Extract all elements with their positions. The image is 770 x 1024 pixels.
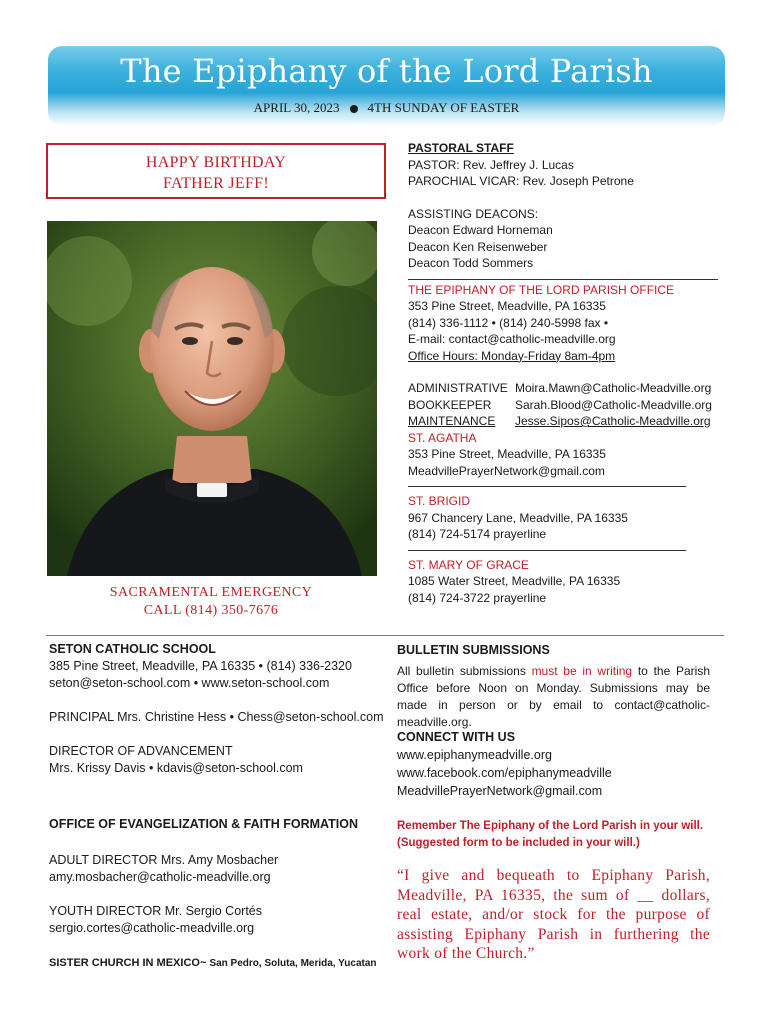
school-heading: SETON CATHOLIC SCHOOL <box>49 642 216 656</box>
header-banner <box>48 46 725 126</box>
bullet-dot-icon <box>350 105 358 113</box>
contact-email[interactable]: Sarah.Blood@Catholic-Meadville.org <box>515 397 712 412</box>
advancement-title: DIRECTOR OF ADVANCEMENT <box>49 744 233 758</box>
connect-link-website[interactable]: www.epiphanymeadville.org <box>397 748 552 762</box>
office-email[interactable]: E-mail: contact@catholic-meadville.org <box>408 332 616 346</box>
pastor-line: PASTOR: Rev. Jeffrey J. Lucas <box>408 157 574 172</box>
pastoral-staff-heading: PASTORAL STAFF <box>408 141 514 155</box>
sacramental-emergency <box>46 584 376 620</box>
church-name-st-agatha: ST. AGATHA <box>408 430 477 445</box>
staff-contacts-grid <box>408 380 718 430</box>
vicar-line: PAROCHIAL VICAR: Rev. Joseph Petrone <box>408 174 634 188</box>
will-line-1: Remember The Epiphany of the Lord Parish in your will. <box>397 820 704 832</box>
deacon-item: Deacon Edward Horneman <box>408 223 553 237</box>
church-name-st-mary: ST. MARY OF GRACE <box>408 557 529 572</box>
connect-section <box>397 728 710 800</box>
birthday-line-2: FATHER JEFF! <box>163 175 269 192</box>
school-web[interactable]: seton@seton-school.com • www.seton-school.com <box>49 676 330 690</box>
birthday-line-1: HAPPY BIRTHDAY <box>145 154 287 171</box>
parish-title: The Epiphany of the Lord Parish <box>120 52 653 90</box>
contact-email[interactable]: Jesse.Sipos@Catholic-Meadville.org <box>515 414 711 428</box>
school-section <box>49 641 384 777</box>
contact-role: ADMINISTRATIVE <box>408 381 508 395</box>
sacramental-phone[interactable]: CALL (814) 350-7676 <box>143 603 279 618</box>
will-section <box>397 818 710 852</box>
connect-heading: CONNECT WITH US <box>397 730 516 744</box>
evangelization-section <box>49 816 379 937</box>
bulletin-text <box>397 663 710 731</box>
sister-church-label: SISTER CHURCH IN MEXICO~ <box>49 957 210 969</box>
divider <box>408 479 686 487</box>
birthday-box <box>46 143 386 199</box>
school-principal: PRINCIPAL Mrs. Christine Hess • Chess@seton-school.com <box>49 710 384 724</box>
divider <box>408 272 718 280</box>
church-contact[interactable]: (814) 724-3722 prayerline <box>408 590 547 605</box>
church-address: 353 Pine Street, Meadville, PA 16335 <box>408 447 606 461</box>
sister-church-places: San Pedro, Soluta, Merida, Yucatan <box>209 958 377 969</box>
bulletin-section <box>397 642 710 731</box>
office-hours: Office Hours: Monday-Friday 8am-4pm <box>408 348 616 363</box>
evangelization-heading: OFFICE OF EVANGELIZATION & FAITH FORMATION <box>49 817 359 831</box>
date-line <box>48 100 725 116</box>
deacon-item: Deacon Todd Sommers <box>408 256 534 270</box>
church-name-st-brigid: ST. BRIGID <box>408 494 471 508</box>
contact-role: BOOKKEEPER <box>408 397 492 412</box>
will-line-2: (Suggested form to be included in your will.) <box>397 837 640 849</box>
adult-director-email[interactable]: amy.mosbacher@catholic-meadville.org <box>49 870 271 884</box>
parish-office-heading: THE EPIPHANY OF THE LORD PARISH OFFICE <box>408 282 675 297</box>
connect-link-email[interactable]: MeadvillePrayerNetwork@gmail.com <box>397 784 603 798</box>
school-address: 385 Pine Street, Meadville, PA 16335 • (814) 336-2320 <box>49 659 352 673</box>
liturgical-occasion: 4TH SUNDAY OF EASTER <box>367 100 520 115</box>
bulletin-text-a: All bulletin submissions <box>397 664 532 678</box>
bulletin-date: APRIL 30, 2023 <box>253 100 340 115</box>
sacramental-line-1: SACRAMENTAL EMERGENCY <box>109 585 313 600</box>
church-contact[interactable]: MeadvillePrayerNetwork@gmail.com <box>408 463 605 478</box>
section-divider <box>46 635 724 636</box>
youth-director-email[interactable]: sergio.cortes@catholic-meadville.org <box>49 921 255 935</box>
contact-email[interactable]: Moira.Mawn@Catholic-Meadville.org <box>515 381 712 395</box>
church-address: 1085 Water Street, Meadville, PA 16335 <box>408 574 621 588</box>
advancement-director: Mrs. Krissy Davis • kdavis@seton-school.com <box>49 761 303 775</box>
bulletin-text-emphasis: must be in writing <box>531 664 633 678</box>
pastoral-staff-section <box>408 140 718 606</box>
divider <box>408 543 686 551</box>
church-address: 967 Chancery Lane, Meadville, PA 16335 <box>408 510 628 525</box>
deacon-item: Deacon Ken Reisenweber <box>408 239 548 254</box>
pastor-portrait-photo <box>47 221 377 576</box>
sister-church-line <box>49 957 377 969</box>
connect-link-facebook[interactable]: www.facebook.com/epiphanymeadville <box>397 766 612 780</box>
deacons-heading: ASSISTING DEACONS: <box>408 206 539 221</box>
youth-director: YOUTH DIRECTOR Mr. Sergio Cortés <box>49 904 263 918</box>
office-address: 353 Pine Street, Meadville, PA 16335 <box>408 299 606 313</box>
bequest-quote: “I give and bequeath to Epiphany Parish, Meadville, PA 16335, the sum of __ dollars, real estate, and/or stock for the purpose of assisting Epiphany Parish in furthering the work of the Church.” <box>397 867 710 962</box>
bulletin-text-b: to the Parish Office before Noon on Monday. Submissions may be made in person or by email to contact@catholic-meadville.org. <box>397 664 710 729</box>
church-contact[interactable]: (814) 724-5174 prayerline <box>408 527 547 541</box>
contact-role: MAINTENANCE <box>408 414 496 428</box>
bulletin-heading: BULLETIN SUBMISSIONS <box>397 643 550 657</box>
office-phones[interactable]: (814) 336-1112 • (814) 240-5998 fax • <box>408 315 609 330</box>
adult-director: ADULT DIRECTOR Mrs. Amy Mosbacher <box>49 853 279 867</box>
